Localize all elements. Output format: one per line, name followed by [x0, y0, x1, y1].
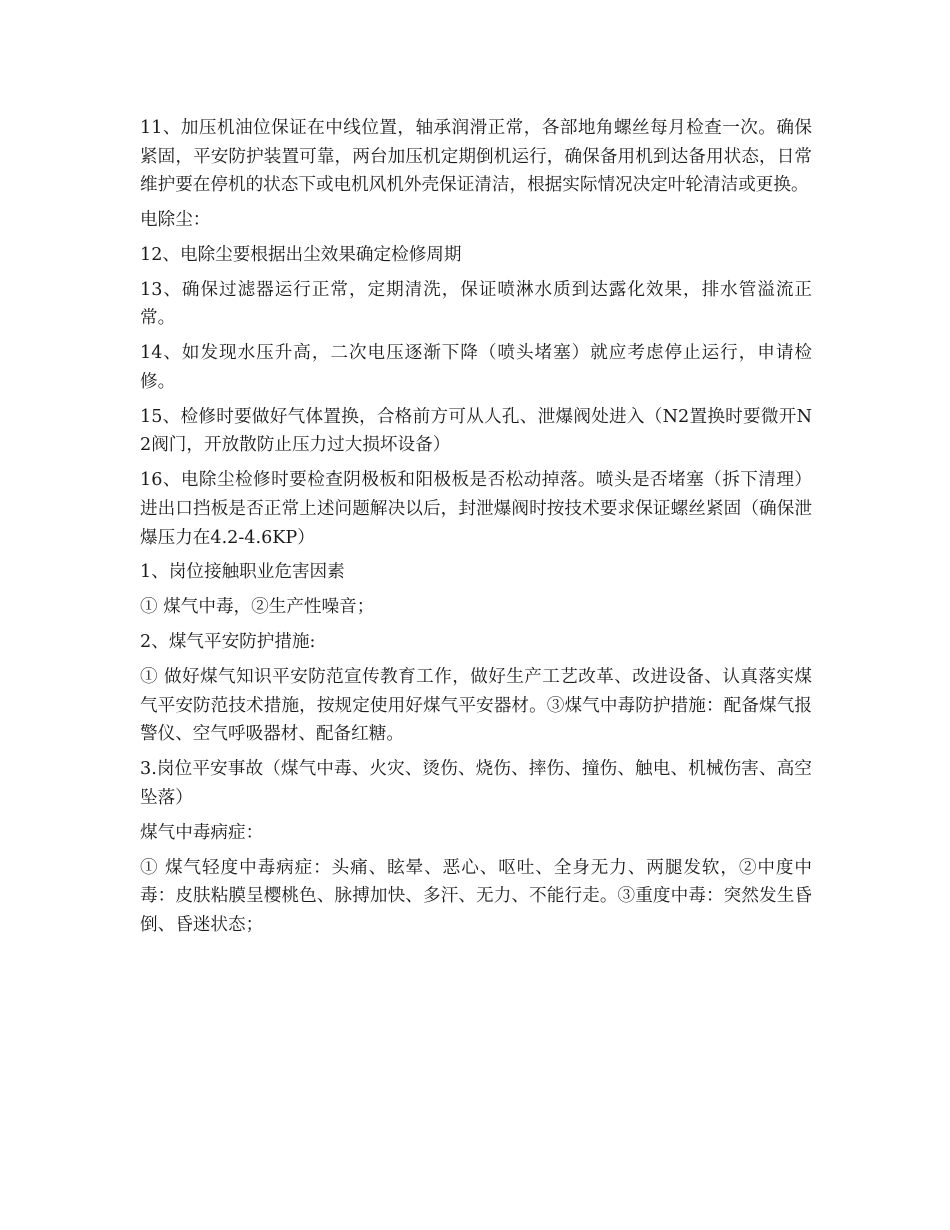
heading-safety-accidents: 3.岗位平安事故（煤气中毒、火灾、烫伤、烧伤、摔伤、撞伤、触电、机械伤害、高空坠落）	[140, 759, 812, 808]
heading-occupational-hazards: 1、岗位接触职业危害因素	[140, 562, 345, 583]
paragraph-item-16: 16、电除尘检修时要检查阴极板和阳极板是否松动掉落。喷头是否堵塞（拆下清理）进出口挡板是否正常上述问题解决以后，封泄爆阀时按技术要求保证螺丝紧固（确保泄爆压力在4.2-4.6KP）	[140, 470, 812, 548]
paragraph-item-13: 13、确保过滤器运行正常，定期清洗，保证喷淋水质到达露化效果，排水管溢流正常。	[140, 279, 812, 329]
paragraph-item-14: 14、如发现水压升高，二次电压逐渐下降（喷头堵塞）就应考虑停止运行，申请检修。	[140, 343, 812, 392]
heading-electrostatic-precipitator: 电除尘：	[140, 210, 211, 231]
paragraph-pressurizer-maintenance: 11、加压机油位保证在中线位置，轴承润滑正常，各部地角螺丝每月检查一次。确保紧固，平安防护装置可靠，两台加压机定期倒机运行，确保备用机到达备用状态，日常维护要在停机的状态下或电机风机外壳保证清洁，根据实际情况决定叶轮清洁或更换。	[140, 118, 812, 196]
paragraph-item-15: 15、检修时要做好气体置换，合格前方可从人孔、泄爆阀处进入（N2置换时要微开N2阀门，开放散防止压力过大损坏设备）	[140, 406, 812, 456]
paragraph-poisoning-symptoms: ① 煤气轻度中毒病症：头痛、眩晕、恶心、呕吐、全身无力、两腿发软，②中度中毒：皮肤粘膜呈樱桃色、脉搏加快、多汗、无力、不能行走。③重度中毒：突然发生昏倒、昏迷状态；	[140, 857, 812, 935]
paragraph-gas-safety-measures: ① 做好煤气知识平安防范宣传教育工作，做好生产工艺改革、改进设备、认真落实煤气平安防范技术措施，按规定使用好煤气平安器材。③煤气中毒防护措施：配备煤气报警仪、空气呼吸器材、配备红糖。	[140, 667, 812, 745]
paragraph-hazard-list: ① 煤气中毒，②生产性噪音；	[140, 597, 375, 618]
heading-gas-safety-measures: 2、煤气平安防护措施:	[140, 632, 316, 653]
paragraph-item-12: 12、电除尘要根据出尘效果确定检修周期	[140, 244, 462, 265]
heading-poisoning-symptoms: 煤气中毒病症：	[140, 822, 264, 843]
document-body	[140, 114, 812, 946]
